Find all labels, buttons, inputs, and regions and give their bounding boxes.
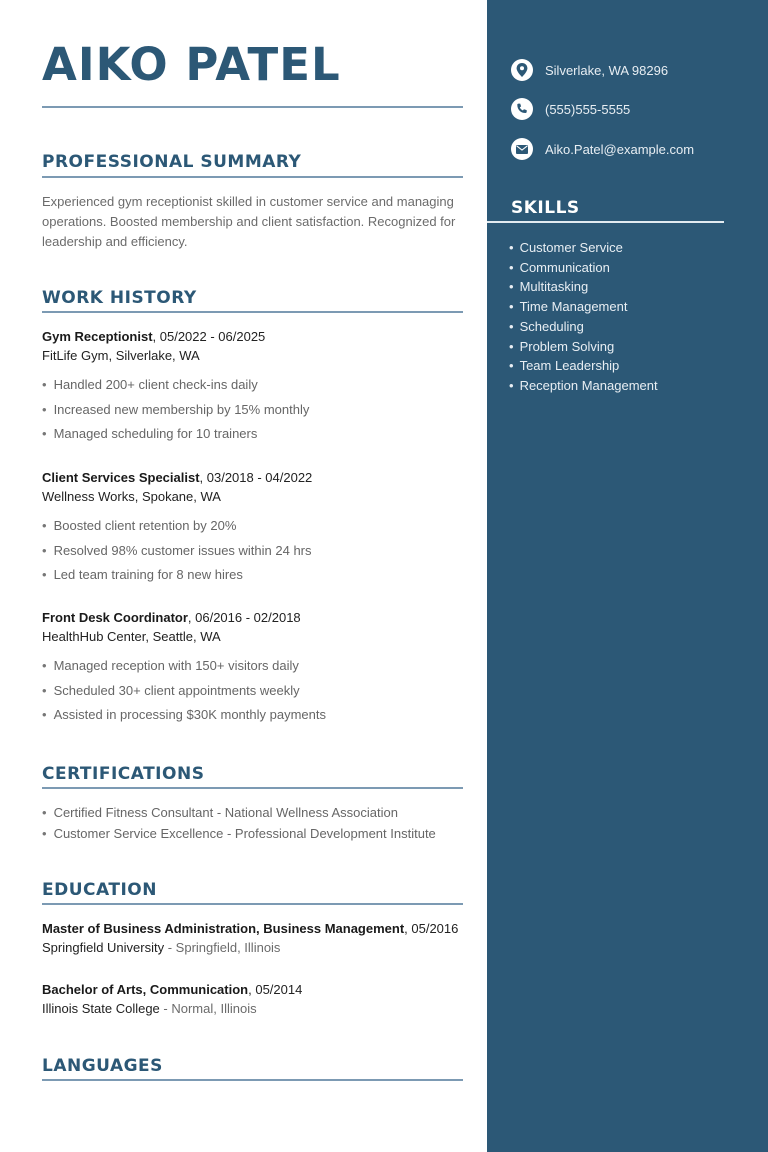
job-bullet: • Led team training for 8 new hires	[42, 563, 463, 588]
skill-item: • Scheduling	[509, 317, 658, 337]
summary-text: Experienced gym receptionist skilled in customer service and managing operations. Boosted membership and client satisfaction. Recognized for leadership and efficiency.	[42, 194, 456, 249]
contact-email-text: Aiko.Patel@example.com	[545, 141, 695, 157]
certifications-heading: CERTIFICATIONS	[42, 764, 205, 784]
job-dates: , 06/2016 - 02/2018	[187, 610, 301, 625]
phone-icon	[511, 98, 533, 120]
candidate-name: AIKO PATEL	[42, 38, 341, 91]
job-entry	[42, 608, 463, 728]
certifications-divider	[42, 787, 463, 789]
education-entry	[42, 980, 463, 1018]
skill-item: • Multitasking	[509, 277, 658, 297]
skill-item: • Time Management	[509, 297, 658, 317]
summary-heading: PROFESSIONAL SUMMARY	[42, 152, 302, 172]
job-title: Client Services Specialist	[42, 470, 200, 485]
languages-heading: LANGUAGES	[42, 1056, 163, 1076]
education-divider	[42, 903, 463, 905]
contact-phone	[511, 96, 630, 122]
work-history-divider	[42, 311, 463, 313]
job-bullet: • Boosted client retention by 20%	[42, 514, 463, 539]
education-school: Springfield University	[42, 940, 165, 955]
education-entry	[42, 919, 463, 957]
certifications-list	[42, 802, 436, 844]
job-company: FitLife Gym	[42, 348, 109, 363]
job-bullet: • Scheduled 30+ client appointments weekly	[42, 679, 463, 704]
job-bullets	[42, 514, 463, 588]
job-bullet: • Assisted in processing $30K monthly payments	[42, 703, 463, 728]
education-degree-line	[42, 980, 463, 999]
education-degree-line	[42, 919, 463, 938]
job-title-line	[42, 468, 463, 487]
certification-item: • Certified Fitness Consultant - National Wellness Association	[42, 802, 436, 823]
job-company-line	[42, 627, 463, 646]
contact-email	[511, 136, 694, 162]
languages-divider	[42, 1079, 463, 1081]
job-company-line	[42, 346, 463, 365]
skills-divider	[487, 221, 724, 223]
job-bullet: • Managed reception with 150+ visitors daily	[42, 654, 463, 679]
certification-item: • Customer Service Excellence - Professional Development Institute	[42, 823, 436, 844]
education-school-line	[42, 938, 463, 957]
job-bullet: • Increased new membership by 15% monthly	[42, 398, 463, 423]
education-degree: Master of Business Administration, Business Management	[42, 921, 405, 936]
job-dates: , 05/2022 - 06/2025	[152, 329, 266, 344]
job-location: , Seattle, WA	[145, 629, 221, 644]
skill-item: • Communication	[509, 258, 658, 278]
job-location: , Silverlake, WA	[108, 348, 200, 363]
skill-item: • Customer Service	[509, 238, 658, 258]
education-school: Illinois State College	[42, 1001, 160, 1016]
summary-divider	[42, 176, 463, 178]
skill-item: • Reception Management	[509, 376, 658, 396]
job-entry	[42, 327, 463, 447]
job-entry	[42, 468, 463, 588]
contact-address	[511, 57, 668, 83]
name-divider	[42, 106, 463, 108]
job-bullets	[42, 654, 463, 728]
education-degree: Bachelor of Arts, Communication	[42, 982, 249, 997]
education-date: , 05/2014	[248, 982, 303, 997]
job-title: Front Desk Coordinator	[42, 610, 188, 625]
job-title-line	[42, 327, 463, 346]
education-location: - Normal, Illinois	[159, 1001, 257, 1016]
job-location: , Spokane, WA	[134, 489, 221, 504]
sidebar	[487, 0, 768, 1152]
job-company: Wellness Works	[42, 489, 135, 504]
contact-phone-text: (555)555-5555	[545, 101, 631, 117]
job-title: Gym Receptionist	[42, 329, 153, 344]
skills-list	[509, 238, 658, 396]
education-school-line	[42, 999, 463, 1018]
skills-heading: SKILLS	[511, 198, 580, 218]
job-title-line	[42, 608, 463, 627]
education-location: - Springfield, Illinois	[164, 940, 281, 955]
skill-item: • Problem Solving	[509, 337, 658, 357]
education-date: , 05/2016	[404, 921, 459, 936]
education-heading: EDUCATION	[42, 880, 157, 900]
job-dates: , 03/2018 - 04/2022	[199, 470, 313, 485]
job-bullet: • Handled 200+ client check-ins daily	[42, 373, 463, 398]
job-bullets	[42, 373, 463, 447]
job-company: HealthHub Center	[42, 629, 146, 644]
map-pin-icon	[511, 59, 533, 81]
job-bullet: • Managed scheduling for 10 trainers	[42, 422, 463, 447]
job-bullet: • Resolved 98% customer issues within 24 hrs	[42, 539, 463, 564]
job-company-line	[42, 487, 463, 506]
skill-item: • Team Leadership	[509, 356, 658, 376]
envelope-icon	[511, 138, 533, 160]
work-history-heading: WORK HISTORY	[42, 288, 197, 308]
contact-address-text: Silverlake, WA 98296	[545, 62, 669, 78]
